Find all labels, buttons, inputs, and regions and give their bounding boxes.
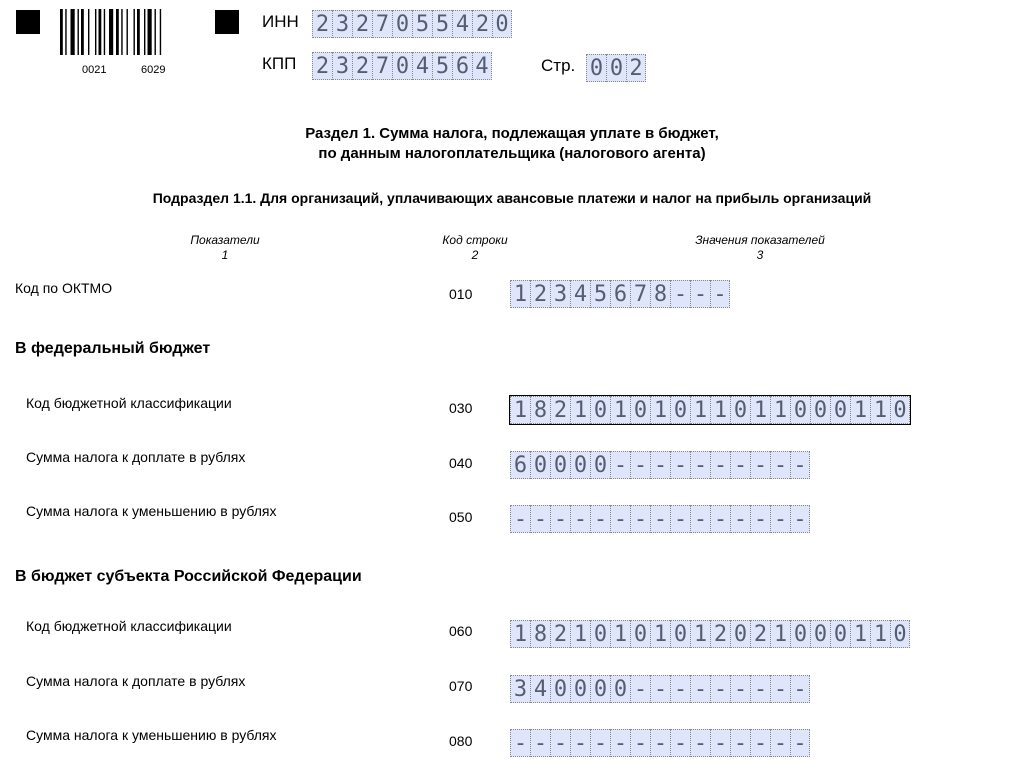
char-cell: - — [630, 729, 650, 757]
char-cell: 2 — [550, 396, 570, 424]
char-cell: 0 — [810, 396, 830, 424]
char-cell: - — [690, 451, 710, 479]
column-title-2: Код строки — [442, 233, 508, 247]
char-cell: - — [750, 505, 770, 533]
char-cell: - — [590, 729, 610, 757]
char-cell: 0 — [790, 396, 810, 424]
char-cell: 0 — [730, 396, 750, 424]
char-cell: - — [670, 451, 690, 479]
char-cell: 0 — [530, 451, 550, 479]
char-cell: - — [570, 729, 590, 757]
reduction-regional-field[interactable] — [510, 729, 810, 757]
barcode-bar — [155, 9, 156, 55]
barcode-bar — [88, 9, 89, 55]
char-cell: 7 — [630, 280, 650, 308]
char-cell: - — [790, 505, 810, 533]
char-cell: 1 — [770, 396, 790, 424]
char-cell: 1 — [650, 620, 670, 648]
char-cell: 2 — [530, 280, 550, 308]
barcode-number-right: 6029 — [141, 64, 166, 76]
surcharge-regional-field[interactable] — [510, 675, 810, 703]
row-label-surcharge-federal: Сумма налога к доплате в рублях — [26, 449, 246, 465]
char-cell: 2 — [312, 10, 332, 38]
barcode-bar — [137, 9, 140, 55]
char-cell: - — [690, 280, 710, 308]
barcode-bar — [109, 9, 113, 55]
char-cell: 0 — [570, 675, 590, 703]
char-cell: 1 — [870, 396, 890, 424]
char-cell: 0 — [670, 620, 690, 648]
char-cell: 0 — [810, 620, 830, 648]
column-header-values — [660, 233, 860, 263]
char-cell: 1 — [510, 280, 530, 308]
column-number-2: 2 — [471, 248, 479, 262]
char-cell: - — [790, 729, 810, 757]
barcode-bar — [65, 9, 66, 55]
char-cell: 8 — [650, 280, 670, 308]
char-cell: - — [650, 729, 670, 757]
char-cell: 2 — [626, 54, 646, 82]
char-cell: - — [630, 675, 650, 703]
char-cell: 5 — [590, 280, 610, 308]
char-cell: 0 — [590, 451, 610, 479]
char-cell: 0 — [610, 675, 630, 703]
barcode-bar — [99, 9, 102, 55]
char-cell: - — [510, 505, 530, 533]
char-cell: - — [730, 729, 750, 757]
barcode-bar — [121, 9, 122, 55]
kbk-federal-field[interactable] — [510, 396, 910, 424]
char-cell: - — [730, 451, 750, 479]
char-cell: - — [710, 675, 730, 703]
char-cell: - — [590, 505, 610, 533]
char-cell: - — [790, 451, 810, 479]
barcode-bar — [71, 9, 75, 55]
char-cell: 1 — [510, 396, 530, 424]
char-cell: - — [710, 729, 730, 757]
char-cell: 1 — [510, 620, 530, 648]
char-cell: - — [530, 729, 550, 757]
char-cell: 0 — [586, 54, 606, 82]
char-cell: 3 — [510, 675, 530, 703]
char-cell: 5 — [432, 10, 452, 38]
section-federal-budget: В федеральный бюджет — [15, 340, 211, 357]
char-cell: - — [690, 729, 710, 757]
char-cell: 0 — [590, 396, 610, 424]
char-cell: 0 — [606, 54, 626, 82]
reduction-federal-field[interactable] — [510, 505, 810, 533]
char-cell: 4 — [412, 52, 432, 80]
char-cell: 2 — [750, 620, 770, 648]
section-title-line2: по данным налогоплательщика (налогового агента) — [318, 145, 706, 162]
char-cell: 0 — [492, 10, 512, 38]
row-label-reduction-federal: Сумма налога к уменьшению в рублях — [26, 503, 277, 519]
char-cell: - — [770, 675, 790, 703]
barcode-number-left: 0021 — [82, 64, 107, 76]
char-cell: - — [670, 675, 690, 703]
barcode — [60, 9, 194, 55]
row-label-surcharge-regional: Сумма налога к доплате в рублях — [26, 673, 246, 689]
row-code-030: 030 — [449, 400, 473, 416]
char-cell: 1 — [690, 396, 710, 424]
char-cell: - — [770, 451, 790, 479]
oktmo-field[interactable] — [510, 280, 730, 308]
row-label-reduction-regional: Сумма налога к уменьшению в рублях — [26, 727, 277, 743]
row-code-080: 080 — [449, 733, 473, 749]
column-header-indicators — [150, 233, 300, 263]
barcode-bar — [116, 9, 119, 55]
char-cell: - — [630, 505, 650, 533]
barcode-bar — [160, 9, 161, 55]
barcode-bar — [134, 9, 135, 55]
char-cell: 0 — [550, 675, 570, 703]
char-cell: - — [550, 505, 570, 533]
char-cell: 2 — [550, 620, 570, 648]
corner-marker-left — [16, 10, 40, 34]
char-cell: 0 — [570, 451, 590, 479]
char-cell: 0 — [670, 396, 690, 424]
char-cell: 5 — [412, 10, 432, 38]
barcode-bar — [144, 9, 145, 55]
char-cell: - — [650, 451, 670, 479]
char-cell: 3 — [550, 280, 570, 308]
row-label-kbk-federal: Код бюджетной классификации — [26, 395, 232, 411]
char-cell: 5 — [432, 52, 452, 80]
row-code-070: 070 — [449, 678, 473, 694]
barcode-bar — [148, 9, 152, 55]
row-code-060: 060 — [449, 623, 473, 639]
row-label-oktmo: Код по ОКТМО — [15, 280, 113, 296]
char-cell: 4 — [472, 52, 492, 80]
char-cell: 6 — [610, 280, 630, 308]
char-cell: 1 — [690, 620, 710, 648]
char-cell: 3 — [332, 52, 352, 80]
char-cell: 7 — [372, 10, 392, 38]
char-cell: - — [530, 505, 550, 533]
char-cell: 1 — [870, 620, 890, 648]
char-cell: - — [710, 280, 730, 308]
char-cell: 8 — [530, 620, 550, 648]
char-cell: 0 — [730, 620, 750, 648]
char-cell: - — [670, 729, 690, 757]
section-regional-budget: В бюджет субъекта Российской Федерации — [15, 568, 362, 585]
inn-field[interactable] — [312, 10, 512, 38]
char-cell: - — [610, 505, 630, 533]
char-cell: 2 — [352, 10, 372, 38]
column-number-3: 3 — [756, 248, 764, 262]
corner-marker-right — [215, 10, 239, 34]
char-cell: - — [610, 451, 630, 479]
barcode-bar — [95, 9, 96, 55]
page-field[interactable] — [586, 54, 646, 82]
char-cell: 8 — [530, 396, 550, 424]
char-cell: 0 — [630, 620, 650, 648]
char-cell: 0 — [590, 620, 610, 648]
char-cell: 0 — [630, 396, 650, 424]
column-header-line-code — [415, 233, 535, 263]
char-cell: - — [630, 451, 650, 479]
char-cell: 1 — [750, 396, 770, 424]
char-cell: - — [770, 505, 790, 533]
subsection-title: Подраздел 1.1. Для организаций, уплачивающих авансовые платежи и налог на прибыль организаций — [152, 190, 872, 206]
char-cell: - — [650, 675, 670, 703]
row-code-010: 010 — [449, 286, 473, 302]
char-cell: - — [790, 675, 810, 703]
char-cell: 1 — [650, 396, 670, 424]
section-title: Раздел 1. Сумма налога, подлежащая уплате в бюджет, — [305, 125, 719, 142]
char-cell: - — [650, 505, 670, 533]
char-cell: - — [750, 451, 770, 479]
char-cell: 0 — [392, 52, 412, 80]
barcode-bar — [127, 9, 128, 55]
row-code-050: 050 — [449, 509, 473, 525]
char-cell: - — [510, 729, 530, 757]
kbk-regional-field[interactable] — [510, 620, 910, 648]
char-cell: 1 — [610, 620, 630, 648]
char-cell: - — [750, 729, 770, 757]
barcode-bar — [81, 9, 84, 55]
char-cell: 2 — [312, 52, 332, 80]
char-cell: 0 — [392, 10, 412, 38]
char-cell: - — [610, 729, 630, 757]
char-cell: 1 — [570, 396, 590, 424]
char-cell: - — [670, 280, 690, 308]
column-title-1: Показатели — [190, 233, 260, 247]
char-cell: 1 — [850, 396, 870, 424]
char-cell: 1 — [570, 620, 590, 648]
char-cell: 4 — [570, 280, 590, 308]
char-cell: 0 — [790, 620, 810, 648]
char-cell: 4 — [452, 10, 472, 38]
char-cell: - — [550, 729, 570, 757]
inn-label: ИНН — [262, 12, 299, 31]
char-cell: 0 — [830, 620, 850, 648]
row-code-040: 040 — [449, 455, 473, 471]
char-cell: 3 — [332, 10, 352, 38]
char-cell: 1 — [850, 620, 870, 648]
char-cell: 7 — [372, 52, 392, 80]
char-cell: - — [750, 675, 770, 703]
kpp-field[interactable] — [312, 52, 492, 80]
char-cell: 0 — [590, 675, 610, 703]
char-cell: 1 — [770, 620, 790, 648]
barcode-bar — [60, 9, 63, 55]
barcode-bar — [78, 9, 79, 55]
char-cell: 1 — [610, 396, 630, 424]
page-label: Стр. — [541, 56, 576, 75]
char-cell: 2 — [710, 620, 730, 648]
char-cell: - — [710, 505, 730, 533]
column-number-1: 1 — [221, 248, 229, 262]
char-cell: - — [730, 505, 750, 533]
char-cell: 1 — [710, 396, 730, 424]
char-cell: 0 — [890, 396, 910, 424]
char-cell: 4 — [530, 675, 550, 703]
char-cell: 2 — [352, 52, 372, 80]
char-cell: - — [710, 451, 730, 479]
char-cell: 6 — [510, 451, 530, 479]
char-cell: 6 — [452, 52, 472, 80]
char-cell: - — [570, 505, 590, 533]
barcode-bar — [104, 9, 105, 55]
char-cell: - — [690, 505, 710, 533]
char-cell: 0 — [830, 396, 850, 424]
char-cell: 0 — [890, 620, 910, 648]
char-cell: 0 — [550, 451, 570, 479]
surcharge-federal-field[interactable] — [510, 451, 810, 479]
row-label-kbk-regional: Код бюджетной классификации — [26, 618, 232, 634]
kpp-label: КПП — [262, 54, 297, 73]
column-title-3: Значения показателей — [695, 233, 825, 247]
char-cell: - — [770, 729, 790, 757]
char-cell: - — [690, 675, 710, 703]
char-cell: - — [730, 675, 750, 703]
char-cell: 2 — [472, 10, 492, 38]
char-cell: - — [670, 505, 690, 533]
